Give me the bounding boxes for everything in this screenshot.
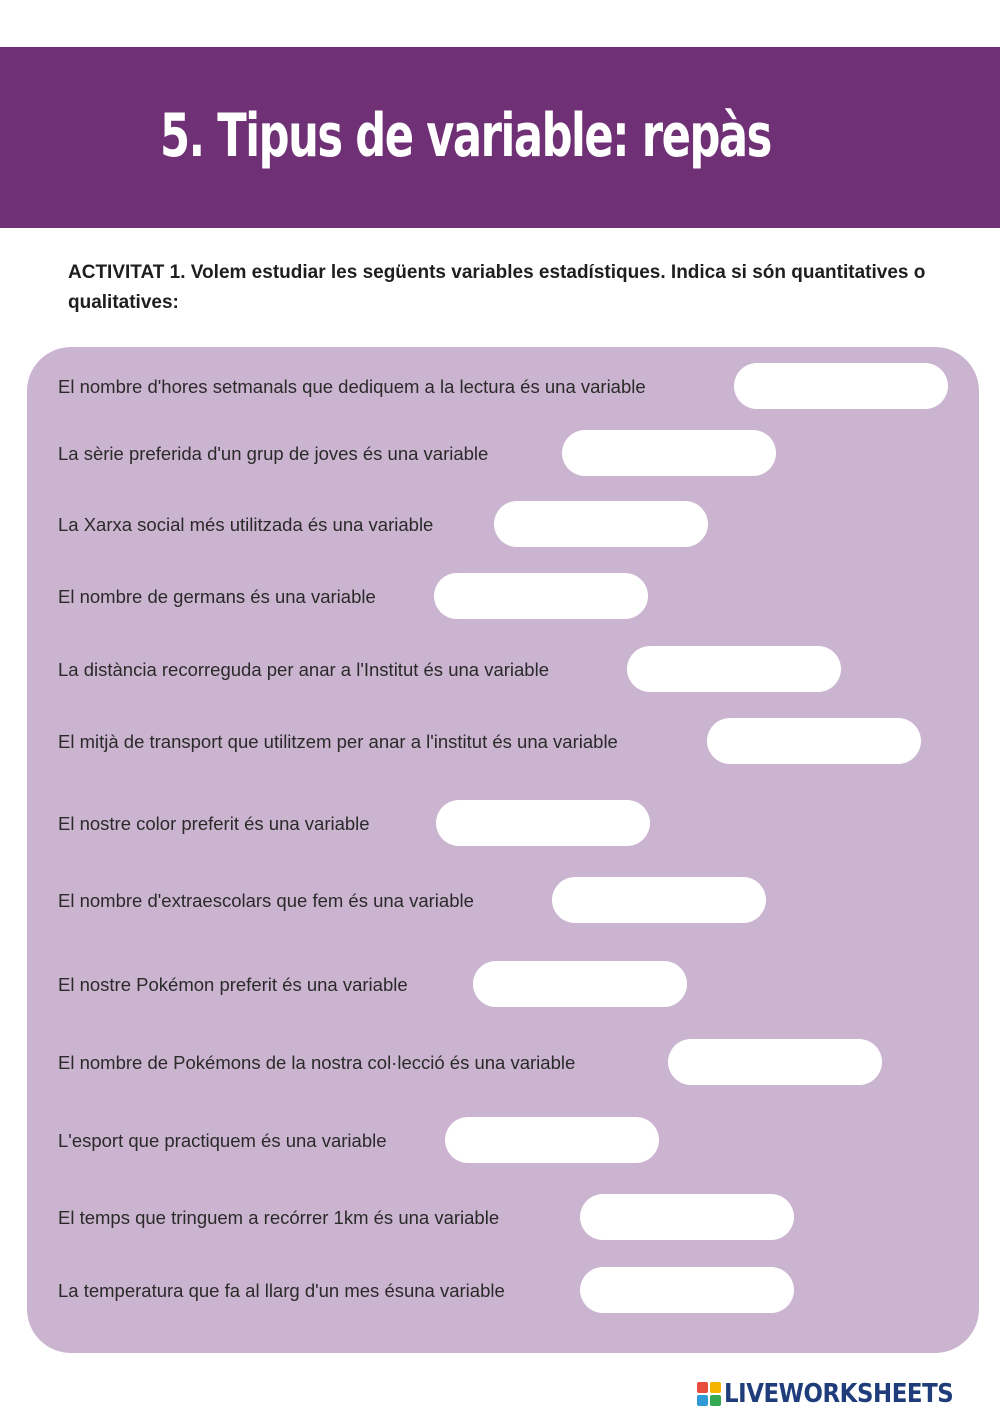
question-row (27, 1117, 979, 1167)
answer-input[interactable] (494, 501, 708, 547)
question-label: La sèrie preferida d'un grup de joves és una variable (58, 443, 489, 464)
answer-input[interactable] (707, 718, 921, 764)
answer-input[interactable] (434, 573, 648, 619)
liveworksheets-logo-icon (697, 1382, 721, 1406)
question-row (27, 1039, 979, 1089)
answer-input[interactable] (734, 363, 948, 409)
answer-input[interactable] (436, 800, 650, 846)
activity-instructions: ACTIVITAT 1. Volem estudiar les següents variables estadístiques. Indica si són quantitatives o qualitatives: (68, 262, 926, 313)
question-row (27, 1194, 979, 1244)
question-row (27, 961, 979, 1011)
liveworksheets-logo[interactable] (697, 1380, 985, 1408)
question-label: El mitjà de transport que utilitzem per anar a l'institut és una variable (58, 731, 618, 752)
question-label: El nombre d'extraescolars que fem és una variable (58, 890, 474, 911)
question-row (27, 877, 979, 927)
question-row (27, 646, 979, 696)
answer-input[interactable] (473, 961, 687, 1007)
question-label: L'esport que practiquem és una variable (58, 1130, 387, 1151)
question-row (27, 501, 979, 551)
answer-input[interactable] (580, 1267, 794, 1313)
question-label: El nostre Pokémon preferit és una variable (58, 974, 408, 995)
question-label: La temperatura que fa al llarg d'un mes ésuna variable (58, 1280, 505, 1301)
question-label: El nombre de Pokémons de la nostra col·lecció és una variable (58, 1052, 576, 1073)
questions-panel (27, 347, 979, 1353)
logo-text: LIVEWORKSHEETS (724, 1379, 954, 1409)
answer-input[interactable] (627, 646, 841, 692)
answer-input[interactable] (562, 430, 776, 476)
question-label: El nombre d'hores setmanals que dediquem a la lectura és una variable (58, 376, 646, 397)
question-row (27, 718, 979, 768)
question-row (27, 363, 979, 413)
question-row (27, 573, 979, 623)
question-label: La distància recorreguda per anar a l'Institut és una variable (58, 659, 549, 680)
question-row (27, 1267, 979, 1317)
question-row (27, 430, 979, 480)
question-label: El nombre de germans és una variable (58, 586, 376, 607)
question-label: El nostre color preferit és una variable (58, 813, 370, 834)
answer-input[interactable] (445, 1117, 659, 1163)
page-title: 5. Tipus de variable: repàs (160, 101, 771, 171)
answer-input[interactable] (552, 877, 766, 923)
answer-input[interactable] (668, 1039, 882, 1085)
question-row (27, 800, 979, 850)
question-label: La Xarxa social més utilitzada és una variable (58, 514, 434, 535)
question-label: El temps que tringuem a recórrer 1km és una variable (58, 1207, 500, 1228)
answer-input[interactable] (580, 1194, 794, 1240)
